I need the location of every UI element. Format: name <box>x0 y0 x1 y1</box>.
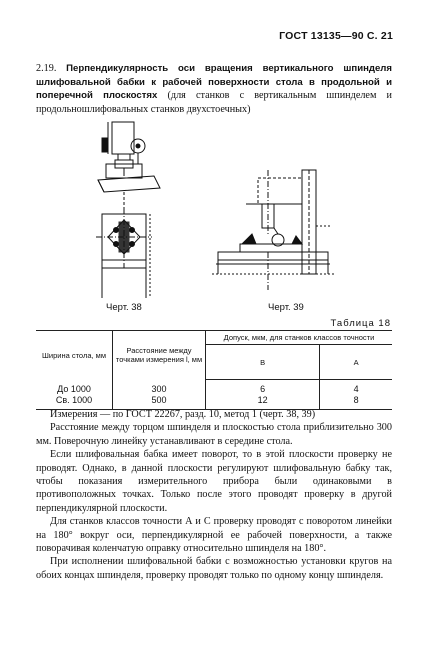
col-header-distance: Расстояние между точками измерения l, мм <box>113 331 206 380</box>
figure-39-drawing <box>212 166 340 300</box>
paragraph-measurement: Измерения — по ГОСТ 22267, разд. 10, метод 1 (черт. 38, 39) <box>50 409 316 420</box>
table-row: Св. 1000 500 12 8 <box>36 395 392 410</box>
figure-38-caption: Черт. 38 <box>106 302 142 313</box>
col-header-tolerance: Допуск, мкм, для станков классов точности <box>206 331 393 345</box>
clause-note: (для станков с вертикальным шпинделем и продольношлифовальных станков двухстоечных) <box>36 90 392 115</box>
paragraph-precision-class: Для станков классов точности А и С проверку проводят с поворотом линейки на 180° вокруг оси, перпендикулярной ее рабочей поверхности, а также поворачивая коленчатую оправку относительно шпинделя на 180°. <box>36 516 392 555</box>
tolerance-table <box>36 330 392 410</box>
clause-title: Перпендикулярность оси вращения вертикального шпинделя шлифовальной бабки к рабочей поверхности стола в продольной и поперечной плоскостях <box>36 63 392 102</box>
figure-38-drawing <box>88 118 188 300</box>
table-row: До 1000 300 6 4 <box>36 380 392 396</box>
body-text <box>36 408 392 582</box>
paragraph-both-ends: При исполнении шлифовальной бабки с возможностью установки кругов на обоих концах шпинделя, проверку проводят только по одному концу шпинделя. <box>36 556 392 581</box>
col-header-table-width: Ширина стола, мм <box>36 331 113 380</box>
clause-number: 2.19. <box>36 63 57 74</box>
paragraph-distance: Расстояние между торцом шпинделя и плоскостью стола приблизительно 300 мм. Поверочную линейку устанавливают в середине стола. <box>36 422 392 447</box>
paragraph-rotation: Если шлифовальная бабка имеет поворот, то в этой плоскости проверку не проводят. Однако, в данной плоскости регулируют шлифовальную бабку так, чтобы показания измерительного прибора были одинаковыми в противоположных точках. Только после этого проводят проверку в другой перпендикулярной плоскости. <box>36 449 392 514</box>
table-caption: Таблица 18 <box>330 318 391 329</box>
clause-2-19 <box>36 62 392 116</box>
col-header-class-b: В <box>206 345 320 380</box>
col-header-class-a: А <box>320 345 392 380</box>
page-header: ГОСТ 13135—90 С. 21 <box>279 30 393 42</box>
figure-39-caption: Черт. 39 <box>268 302 304 313</box>
